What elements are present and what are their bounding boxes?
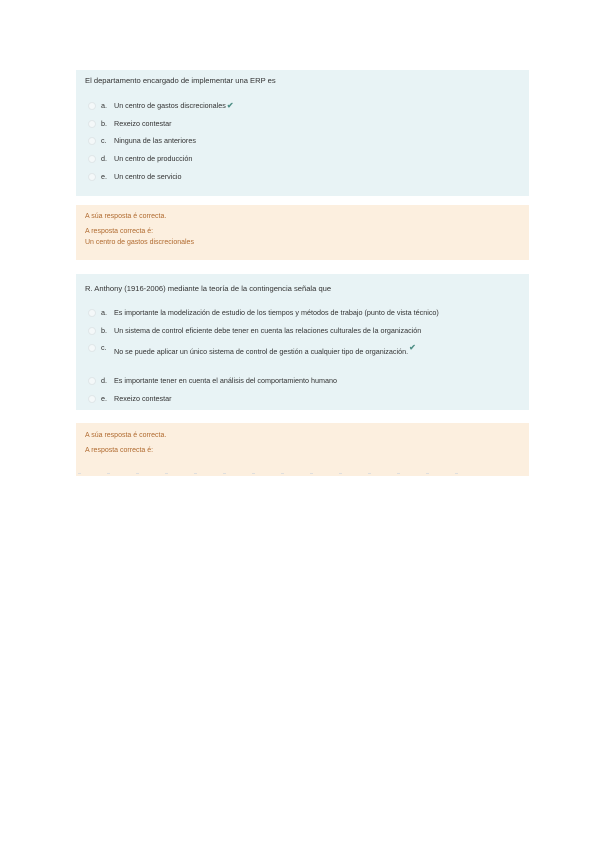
feedback-2-box [76, 423, 529, 476]
option-text: Un centro de servicio [114, 172, 182, 181]
option-text: Es importante tener en cuenta el análisis del comportamiento humano [114, 376, 337, 385]
checkmark-icon: ✔ [409, 343, 416, 352]
feedback-status: A súa resposta é correcta. [85, 432, 167, 439]
option-letter: b. [101, 326, 107, 335]
radio-button[interactable] [88, 309, 96, 317]
option-text: Es importante la modelización de estudio de los tiempos y métodos de trabajo (punto de vista técnico) [114, 308, 439, 317]
feedback-correct-label: A resposta correcta é: [85, 228, 154, 235]
question-1-text: El departamento encargado de implementar una ERP es [85, 76, 276, 85]
radio-button[interactable] [88, 102, 96, 110]
option-letter: c. [101, 343, 107, 352]
option-letter: a. [101, 308, 107, 317]
radio-button[interactable] [88, 327, 96, 335]
feedback-status: A súa resposta é correcta. [85, 213, 167, 220]
option-letter: e. [101, 394, 107, 403]
question-1-box [76, 70, 529, 196]
option-text: No se puede aplicar un único sistema de control de gestión a cualquier tipo de organización.✔ [114, 343, 416, 356]
option-letter: c. [101, 136, 107, 145]
option-letter: a. [101, 101, 107, 110]
option-text: Rexeizo contestar [114, 119, 172, 128]
option-letter: e. [101, 172, 107, 181]
feedback-correct-label: A resposta correcta é: [85, 447, 154, 454]
radio-button[interactable] [88, 173, 96, 181]
radio-button[interactable] [88, 137, 96, 145]
option-letter: d. [101, 376, 107, 385]
option-text: Un centro de gastos discrecionales✔ [114, 101, 234, 110]
radio-button[interactable] [88, 344, 96, 352]
question-2-text: R. Anthony (1916-2006) mediante la teoría de la contingencia señala que [85, 284, 332, 293]
option-text: Ninguna de las anteriores [114, 136, 196, 145]
option-text: Un centro de producción [114, 154, 193, 163]
question-2-box [76, 274, 529, 410]
radio-button[interactable] [88, 120, 96, 128]
option-letter: b. [101, 119, 107, 128]
radio-button[interactable] [88, 377, 96, 385]
radio-button[interactable] [88, 395, 96, 403]
feedback-correct-answer: Un centro de gastos discrecionales [85, 239, 194, 246]
radio-button[interactable] [88, 155, 96, 163]
checkmark-icon: ✔ [226, 101, 234, 110]
option-text: Un sistema de control eficiente debe tener en cuenta las relaciones culturales de la organización [114, 326, 422, 335]
option-text: Rexeizo contestar [114, 394, 172, 403]
feedback-1-box [76, 205, 529, 260]
option-letter: d. [101, 154, 107, 163]
cut-off-text-line [78, 473, 528, 475]
